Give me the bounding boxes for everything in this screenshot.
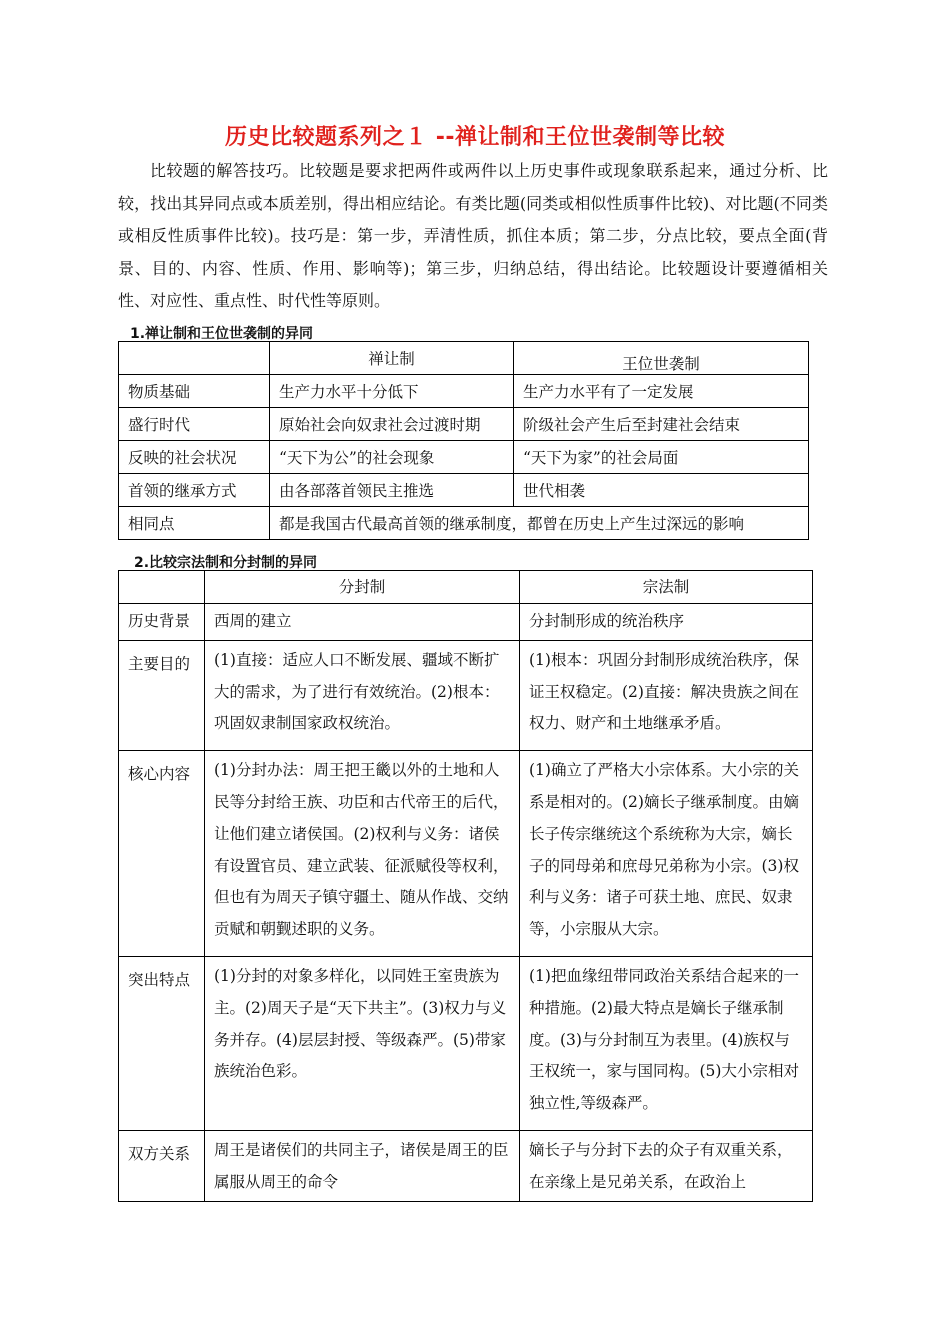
cell: (1)分封的对象多样化，以同姓王室贵族为主。(2)周天子是“天下共主”。(3)权力与义务并存。(4)层层封授、等级森严。(5)带家族统治色彩。 [205,956,520,1130]
cell: (1)直接：适应人口不断发展、疆域不断扩大的需求，为了进行有效统治。(2)根本：巩固奴隶制国家政权统治。 [205,640,520,750]
table-row [119,604,813,641]
table-row [119,1130,813,1201]
table-header-row [119,342,809,375]
succession-comparison-table [118,341,809,540]
cell: 生产力水平十分低下 [270,375,514,408]
row-label: 盛行时代 [119,408,270,441]
cell: 由各部落首领民主推选 [270,474,514,507]
row-label: 核心内容 [119,751,205,957]
table-row [119,956,813,1130]
cell: 分封制形成的统治秩序 [520,604,813,641]
section2-heading: 2.比较宗法制和分封制的异同 [134,555,318,571]
row-label: 历史背景 [119,604,205,641]
table-row [119,640,813,750]
table-row [119,474,809,507]
section1-heading: 1.禅让制和王位世袭制的异同 [130,326,314,342]
row-label: 主要目的 [119,640,205,750]
header-cell-empty [119,571,205,604]
header-cell-fenfeng: 分封制 [205,571,520,604]
table-row [119,441,809,474]
intro-paragraph [118,155,828,318]
table-row [119,751,813,957]
cell: (1)根本：巩固分封制形成统治秩序，保证王权稳定。(2)直接：解决贵族之间在权力、财产和土地继承矛盾。 [520,640,813,750]
table-row-common [119,507,809,540]
row-label: 突出特点 [119,956,205,1130]
table-row [119,375,809,408]
cell: 阶级社会产生后至封建社会结束 [514,408,809,441]
table-row [119,408,809,441]
page-title: 历史比较题系列之１ --禅让制和王位世袭制等比较 [225,125,725,150]
cell: 原始社会向奴隶社会过渡时期 [270,408,514,441]
row-label: 双方关系 [119,1130,205,1201]
feudal-clan-comparison-table [118,570,813,1202]
cell: 周王是诸侯们的共同主子，诸侯是周王的臣属服从周王的命令 [205,1130,520,1201]
cell: 世代相袭 [514,474,809,507]
common-cell: 都是我国古代最高首领的继承制度，都曾在历史上产生过深远的影响 [270,507,809,540]
cell: 西周的建立 [205,604,520,641]
row-label: 反映的社会状况 [119,441,270,474]
cell: “天下为家”的社会局面 [514,441,809,474]
cell: 嫡长子与分封下去的众子有双重关系，在亲缘上是兄弟关系，在政治上 [520,1130,813,1201]
header-cell-empty [119,342,270,375]
intro-text: 比较题的解答技巧。比较题是要求把两件或两件以上历史事件或现象联系起来，通过分析、比较，找出其异同点或本质差别，得出相应结论。有类比题(同类或相似性质事件比较)、对比题(不同类或相反性质事件比较)。技巧是：第一步，弄清性质，抓住本质；第二步，分点比较，要点全面(背景、目的、内容、性质、作用、影响等)；第三步，归纳总结，得出结论。比较题设计要遵循相关性、对应性、重点性、时代性等原则。 [118,161,828,310]
header-cell-hereditary: 王位世袭制 [514,342,809,375]
cell: (1)确立了严格大小宗体系。大小宗的关系是相对的。(2)嫡长子继承制度。由嫡长子传宗继统这个系统称为大宗，嫡长子的同母弟和庶母兄弟称为小宗。(3)权利与义务：诸子可获土地、庶民、奴隶等，小宗服从大宗。 [520,751,813,957]
header-cell-shanrang: 禅让制 [270,342,514,375]
cell: (1)分封办法：周王把王畿以外的土地和人民等分封给王族、功臣和古代帝王的后代，让他们建立诸侯国。(2)权利与义务：诸侯有设置官员、建立武装、征派赋役等权利， 但也有为周天子镇守疆土、随从作战、交纳贡赋和朝觐述职的义务。 [205,751,520,957]
cell: 生产力水平有了一定发展 [514,375,809,408]
cell: (1)把血缘纽带同政治关系结合起来的一种措施。(2)最大特点是嫡长子继承制度。(3)与分封制互为表里。(4)族权与王权统一，家与国同构。(5)大小宗相对独立性,等级森严。 [520,956,813,1130]
cell: “天下为公”的社会现象 [270,441,514,474]
row-label: 相同点 [119,507,270,540]
row-label: 物质基础 [119,375,270,408]
row-label: 首领的继承方式 [119,474,270,507]
table-header-row [119,571,813,604]
header-cell-zongfa: 宗法制 [520,571,813,604]
